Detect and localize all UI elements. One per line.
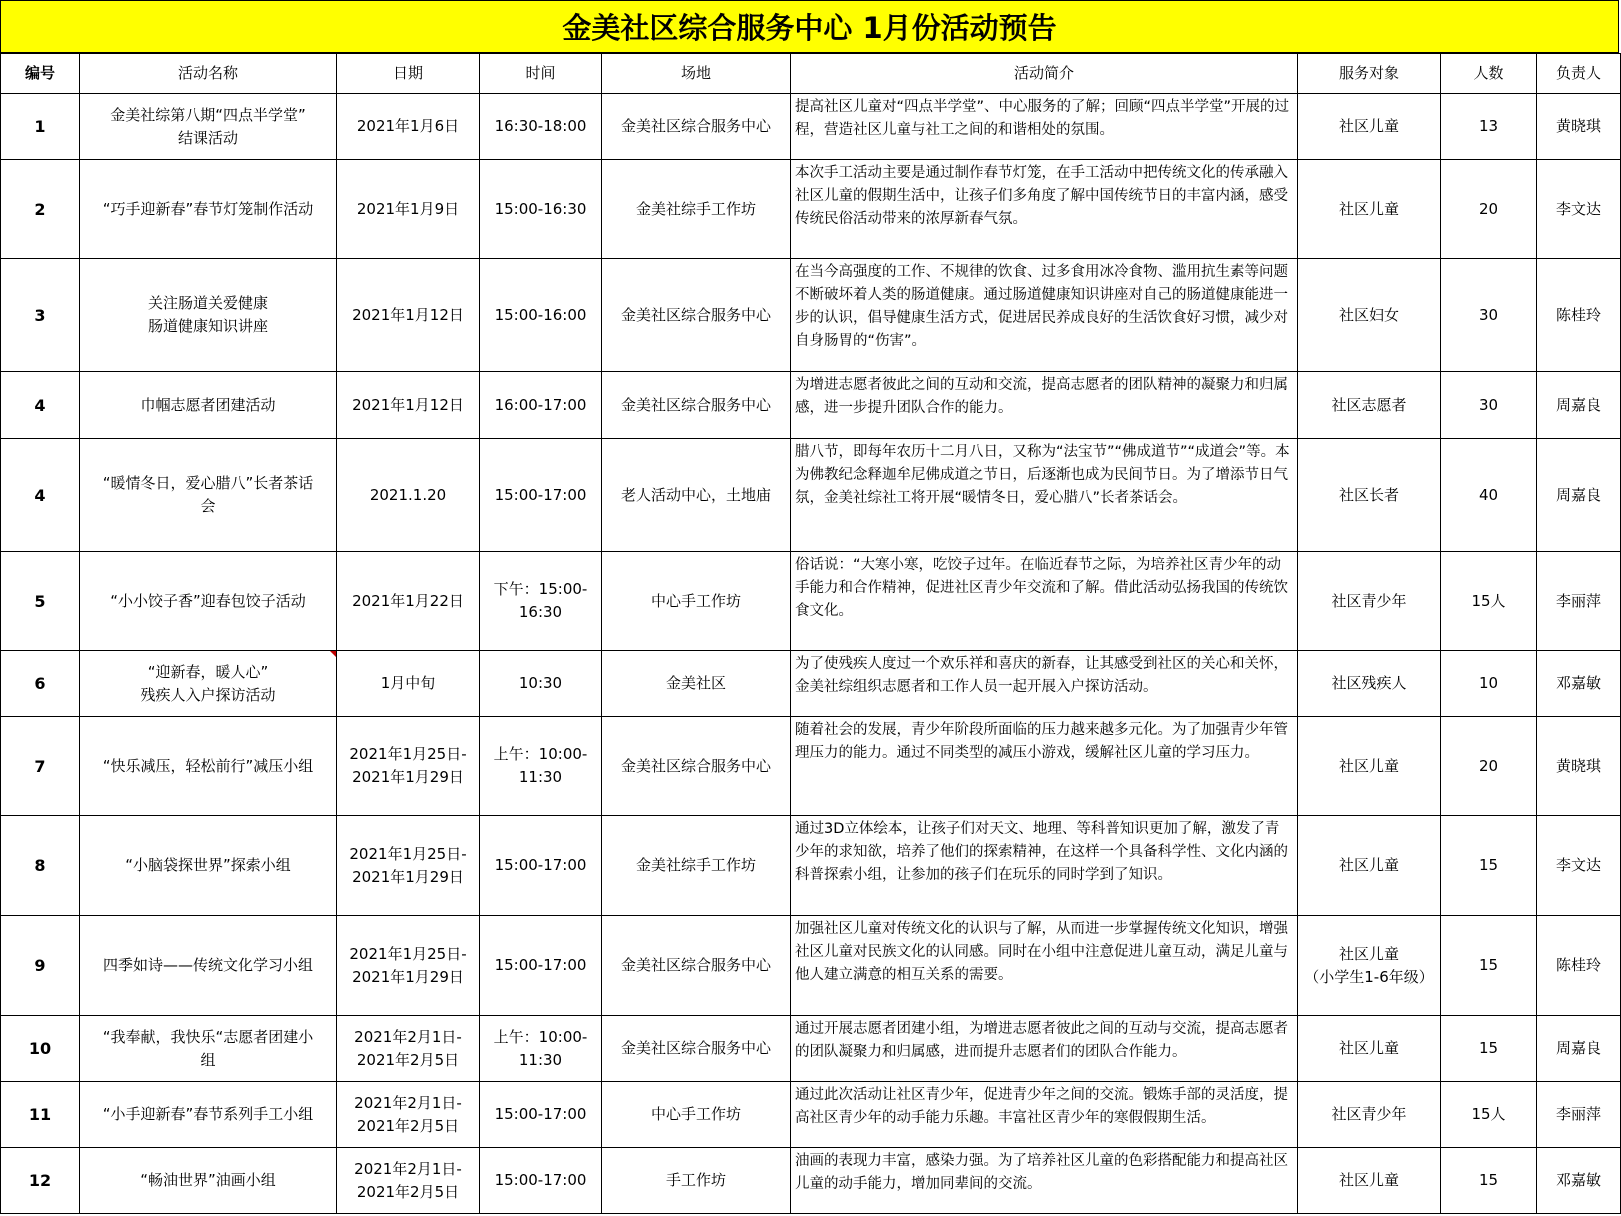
cell-name-line: 组 [200, 1050, 216, 1069]
cell-target [1298, 94, 1441, 160]
cell-target-line: 社区儿童 [1338, 944, 1399, 963]
cell-time-line: 16:30 [518, 603, 563, 621]
cell-date-line: 2021.1.20 [369, 485, 447, 504]
cell-name-line: 结课活动 [177, 128, 238, 147]
cell-name [80, 1082, 337, 1148]
cell-lead: 周嘉良 [1537, 372, 1621, 439]
cell-date-line: 2021年2月1日- [354, 1027, 462, 1046]
cell-date-line: 1月中旬 [380, 674, 436, 692]
header-time: 时间 [480, 54, 602, 94]
cell-lead: 陈桂玲 [1537, 916, 1621, 1016]
cell-desc: 为了使残疾人度过一个欢乐祥和喜庆的新春，让其感受到社区的关心和关怀，金美社综组织志愿者和工作人员一起开展入户探访活动。 [791, 651, 1298, 717]
cell-target [1298, 259, 1441, 372]
cell-target [1298, 916, 1441, 1016]
table-row [1, 916, 1621, 1016]
cell-name [80, 717, 337, 816]
cell-count: 15 [1441, 1148, 1537, 1214]
cell-date-line: 2021年1月12日 [352, 395, 464, 414]
cell-target-line: 社区儿童 [1338, 117, 1399, 135]
cell-venue: 金美社区综合服务中心 [602, 94, 791, 160]
cell-lead: 李文达 [1537, 816, 1621, 916]
table-row [1, 1082, 1621, 1148]
cell-date-line: 2021年1月25日- [349, 745, 467, 763]
cell-date-line: 2021年1月29日 [352, 867, 464, 886]
header-desc: 活动简介 [791, 54, 1298, 94]
table-row [1, 1148, 1621, 1214]
cell-count: 15 [1441, 816, 1537, 916]
cell-target-line: 社区志愿者 [1331, 395, 1407, 414]
cell-desc: 油画的表现力丰富，感染力强。为了培养社区儿童的色彩搭配能力和提高社区儿童的动手能力，增加同辈间的交流。 [791, 1148, 1298, 1214]
cell-date [337, 372, 480, 439]
cell-name-line: “小脑袋探世界”探索小组 [125, 856, 291, 874]
table-row [1, 160, 1621, 259]
header-row [1, 54, 1621, 94]
table-row [1, 372, 1621, 439]
cell-date [337, 94, 480, 160]
cell-name-line: “小小饺子香”迎春包饺子活动 [110, 591, 306, 610]
header-target: 服务对象 [1298, 54, 1441, 94]
cell-venue: 金美社区综合服务中心 [602, 717, 791, 816]
header-count: 人数 [1441, 54, 1537, 94]
cell-num: 8 [1, 816, 80, 916]
cell-target [1298, 651, 1441, 717]
cell-time-line: 15:00-17:00 [494, 1171, 587, 1189]
comment-marker-icon[interactable] [330, 651, 336, 657]
cell-count: 20 [1441, 717, 1537, 816]
cell-desc: 提高社区儿童对“四点半学堂”、中心服务的了解；回顾“四点半学堂”开展的过程，营造社区儿童与社工之间的和谐相处的氛围。 [791, 94, 1298, 160]
cell-date [337, 259, 480, 372]
cell-name-line: 肠道健康知识讲座 [147, 317, 268, 335]
cell-name-line: “畅油世界”油画小组 [140, 1171, 276, 1189]
cell-time [480, 160, 602, 259]
cell-desc: 俗话说：“大寒小寒，吃饺子过年。在临近春节之际，为培养社区青少年的动手能力和合作精神，促进社区青少年交流和了解。借此活动弘扬我国的传统饮食文化。 [791, 552, 1298, 651]
cell-venue: 金美社综手工作坊 [602, 816, 791, 916]
cell-date [337, 1148, 480, 1214]
cell-num: 5 [1, 552, 80, 651]
table-row [1, 1016, 1621, 1082]
cell-num: 10 [1, 1016, 80, 1082]
cell-count: 30 [1441, 372, 1537, 439]
cell-venue: 金美社区综合服务中心 [602, 916, 791, 1016]
cell-time-line: 15:00-17:00 [494, 856, 587, 874]
cell-lead: 黄晓琪 [1537, 94, 1621, 160]
cell-venue: 中心手工作坊 [602, 1082, 791, 1148]
cell-num: 11 [1, 1082, 80, 1148]
cell-time-line: 10:30 [518, 674, 563, 692]
cell-num: 12 [1, 1148, 80, 1214]
cell-lead: 李丽萍 [1537, 552, 1621, 651]
cell-name [80, 259, 337, 372]
cell-name-line: 会 [200, 497, 216, 515]
cell-desc: 在当今高强度的工作、不规律的饮食、过多食用冰冷食物、滥用抗生素等问题不断破坏着人类的肠道健康。通过肠道健康知识讲座对自己的肠道健康能进一步的认识，倡导健康生活方式，促进居民养成良好的生活饮食好习惯，减少对自身肠胃的“伤害”。 [791, 259, 1298, 372]
cell-date-line: 2021年1月12日 [352, 305, 464, 324]
cell-count: 40 [1441, 439, 1537, 552]
cell-target [1298, 439, 1441, 552]
header-num: 编号 [1, 54, 80, 94]
cell-time [480, 439, 602, 552]
cell-target [1298, 1082, 1441, 1148]
cell-target-line: 社区儿童 [1338, 1171, 1399, 1189]
cell-name-line: 巾帼志愿者团建活动 [140, 395, 276, 414]
cell-date-line: 2021年1月25日- [349, 944, 467, 963]
cell-lead: 陈桂玲 [1537, 259, 1621, 372]
cell-venue: 金美社区 [602, 651, 791, 717]
cell-target-line: 社区妇女 [1338, 305, 1399, 324]
cell-date-line: 2021年1月25日- [349, 844, 467, 863]
cell-time [480, 1082, 602, 1148]
cell-desc: 加强社区儿童对传统文化的认识与了解，从而进一步掌握传统文化知识，增强社区儿童对民族文化的认同感。同时在小组中注意促进儿童互动，满足儿童与他人建立满意的相互关系的需要。 [791, 916, 1298, 1016]
cell-count: 10 [1441, 651, 1537, 717]
cell-lead: 邓嘉敏 [1537, 1148, 1621, 1214]
cell-target-line: 社区青少年 [1331, 591, 1407, 610]
table-row [1, 259, 1621, 372]
cell-lead: 黄晓琪 [1537, 717, 1621, 816]
cell-name [80, 816, 337, 916]
cell-target [1298, 816, 1441, 916]
cell-time [480, 372, 602, 439]
cell-name-line: “我奉献，我快乐“志愿者团建小 [102, 1027, 314, 1046]
cell-target-line: （小学生1-6年级） [1304, 967, 1434, 986]
cell-date [337, 1082, 480, 1148]
cell-name [80, 1148, 337, 1214]
table-row [1, 439, 1621, 552]
table-row [1, 816, 1621, 916]
cell-lead: 李丽萍 [1537, 1082, 1621, 1148]
cell-target-line: 社区长者 [1338, 485, 1399, 504]
cell-time [480, 1016, 602, 1082]
cell-name [80, 916, 337, 1016]
cell-time-line: 上午：10:00- [493, 745, 588, 763]
cell-time-line: 11:30 [518, 1050, 563, 1069]
cell-name-line: “暖情冬日，爱心腊八”长者茶话 [102, 474, 314, 492]
cell-time-line: 上午：10:00- [493, 1027, 588, 1046]
cell-desc: 腊八节，即每年农历十二月八日，又称为“法宝节”“佛成道节”“成道会”等。本为佛教纪念释迦牟尼佛成道之节日，后逐渐也成为民间节日。为了增添节日气氛，金美社综社工将开展“暖情冬日，爱心腊八”长者茶话会。 [791, 439, 1298, 552]
table-row [1, 651, 1621, 717]
header-lead: 负责人 [1537, 54, 1621, 94]
cell-name-line: “迎新春，暖人心” [147, 662, 269, 681]
cell-target [1298, 717, 1441, 816]
cell-target-line: 社区青少年 [1331, 1105, 1407, 1123]
table-row [1, 94, 1621, 160]
cell-time-line: 16:00-17:00 [494, 395, 587, 414]
cell-name [80, 94, 337, 160]
cell-num: 2 [1, 160, 80, 259]
header-name: 活动名称 [80, 54, 337, 94]
cell-date-line: 2021年1月29日 [352, 768, 464, 786]
cell-lead: 周嘉良 [1537, 439, 1621, 552]
cell-venue: 金美社区综合服务中心 [602, 372, 791, 439]
cell-desc: 随着社会的发展，青少年阶段所面临的压力越来越多元化。为了加强青少年管理压力的能力。通过不同类型的减压小游戏，缓解社区儿童的学习压力。 [791, 717, 1298, 816]
cell-time-line: 15:00-17:00 [494, 956, 587, 974]
cell-desc: 为增进志愿者彼此之间的互动和交流，提高志愿者的团队精神的凝聚力和归属感，进一步提升团队合作的能力。 [791, 372, 1298, 439]
cell-num: 6 [1, 651, 80, 717]
cell-name-line: “巧手迎新春”春节灯笼制作活动 [102, 199, 314, 218]
activity-table [0, 53, 1621, 1214]
table-body [1, 94, 1621, 1214]
cell-date [337, 717, 480, 816]
cell-date-line: 2021年1月9日 [356, 199, 460, 218]
cell-name [80, 439, 337, 552]
cell-count: 15人 [1441, 1082, 1537, 1148]
cell-name-line: 四季如诗——传统文化学习小组 [102, 956, 313, 974]
cell-count: 15 [1441, 916, 1537, 1016]
cell-name-line: 关注肠道关爱健康 [147, 294, 268, 312]
cell-target-line: 社区儿童 [1338, 856, 1399, 874]
cell-target-line: 社区残疾人 [1331, 674, 1407, 692]
cell-num: 7 [1, 717, 80, 816]
cell-target [1298, 1016, 1441, 1082]
cell-name-line: “小手迎新春”春节系列手工小组 [102, 1105, 314, 1123]
cell-desc: 通过3D立体绘本，让孩子们对天文、地理、等科普知识更加了解，激发了青少年的求知欲，培养了他们的探索精神，在这样一个具备科学性、文化内涵的科普探索小组，让参加的孩子们在玩乐的同时学到了知识。 [791, 816, 1298, 916]
cell-time [480, 816, 602, 916]
cell-time-line: 15:00-17:00 [494, 1105, 587, 1123]
cell-name [80, 372, 337, 439]
cell-name [80, 651, 337, 717]
cell-count: 15人 [1441, 552, 1537, 651]
cell-date [337, 816, 480, 916]
cell-count: 20 [1441, 160, 1537, 259]
cell-name-line: 残疾人入户探访活动 [140, 685, 276, 704]
cell-time [480, 94, 602, 160]
cell-venue: 手工作坊 [602, 1148, 791, 1214]
cell-date-line: 2021年2月1日- [354, 1093, 462, 1112]
cell-num: 4 [1, 439, 80, 552]
cell-time-line: 16:30-18:00 [494, 117, 587, 135]
cell-target [1298, 372, 1441, 439]
cell-time-line: 下午：15:00- [493, 580, 588, 598]
cell-target-line: 社区儿童 [1338, 1039, 1399, 1057]
cell-name [80, 1016, 337, 1082]
cell-desc: 通过开展志愿者团建小组，为增进志愿者彼此之间的互动与交流，提高志愿者的团队凝聚力和归属感，进而提升志愿者们的团队合作能力。 [791, 1016, 1298, 1082]
cell-name [80, 160, 337, 259]
cell-desc: 通过此次活动让社区青少年，促进青少年之间的交流。锻炼手部的灵活度，提高社区青少年的动手能力乐趣。丰富社区青少年的寒假假期生活。 [791, 1082, 1298, 1148]
cell-time-line: 11:30 [518, 768, 563, 786]
cell-venue: 金美社区综合服务中心 [602, 1016, 791, 1082]
cell-date-line: 2021年1月6日 [356, 117, 460, 135]
cell-time-line: 15:00-16:30 [494, 199, 587, 218]
cell-date [337, 439, 480, 552]
cell-num: 4 [1, 372, 80, 439]
cell-count: 13 [1441, 94, 1537, 160]
cell-date [337, 160, 480, 259]
cell-name-line: 金美社综第八期“四点半学堂” [110, 105, 306, 124]
cell-name [80, 552, 337, 651]
cell-target [1298, 1148, 1441, 1214]
cell-num: 3 [1, 259, 80, 372]
cell-venue: 中心手工作坊 [602, 552, 791, 651]
cell-time-line: 15:00-17:00 [494, 485, 587, 504]
cell-date-line: 2021年2月1日- [354, 1159, 462, 1178]
table-row [1, 552, 1621, 651]
cell-lead: 李文达 [1537, 160, 1621, 259]
cell-target-line: 社区儿童 [1338, 756, 1399, 775]
cell-venue: 金美社区综合服务中心 [602, 259, 791, 372]
header-date: 日期 [337, 54, 480, 94]
cell-target-line: 社区儿童 [1338, 199, 1399, 218]
cell-time [480, 717, 602, 816]
cell-count: 30 [1441, 259, 1537, 372]
cell-time [480, 259, 602, 372]
table-row [1, 717, 1621, 816]
cell-num: 1 [1, 94, 80, 160]
cell-target [1298, 160, 1441, 259]
cell-time [480, 916, 602, 1016]
cell-venue: 老人活动中心，土地庙 [602, 439, 791, 552]
cell-date-line: 2021年2月5日 [356, 1182, 460, 1201]
cell-date-line: 2021年1月29日 [352, 967, 464, 986]
cell-lead: 邓嘉敏 [1537, 651, 1621, 717]
cell-date [337, 552, 480, 651]
cell-desc: 本次手工活动主要是通过制作春节灯笼，在手工活动中把传统文化的传承融入社区儿童的假期生活中，让孩子们多角度了解中国传统节日的丰富内涵，感受传统民俗活动带来的浓厚新春气氛。 [791, 160, 1298, 259]
cell-num: 9 [1, 916, 80, 1016]
cell-name-line: “快乐减压，轻松前行”减压小组 [102, 756, 314, 775]
cell-target [1298, 552, 1441, 651]
cell-venue: 金美社综手工作坊 [602, 160, 791, 259]
sheet-title: 金美社区综合服务中心 1月份活动预告 [0, 0, 1619, 53]
cell-date [337, 651, 480, 717]
cell-lead: 周嘉良 [1537, 1016, 1621, 1082]
header-venue: 场地 [602, 54, 791, 94]
cell-time [480, 552, 602, 651]
cell-date-line: 2021年2月5日 [356, 1050, 460, 1069]
cell-count: 15 [1441, 1016, 1537, 1082]
cell-time [480, 1148, 602, 1214]
cell-time [480, 651, 602, 717]
cell-time-line: 15:00-16:00 [494, 305, 587, 324]
cell-date [337, 916, 480, 1016]
cell-date [337, 1016, 480, 1082]
cell-date-line: 2021年2月5日 [356, 1116, 460, 1135]
cell-date-line: 2021年1月22日 [352, 591, 464, 610]
